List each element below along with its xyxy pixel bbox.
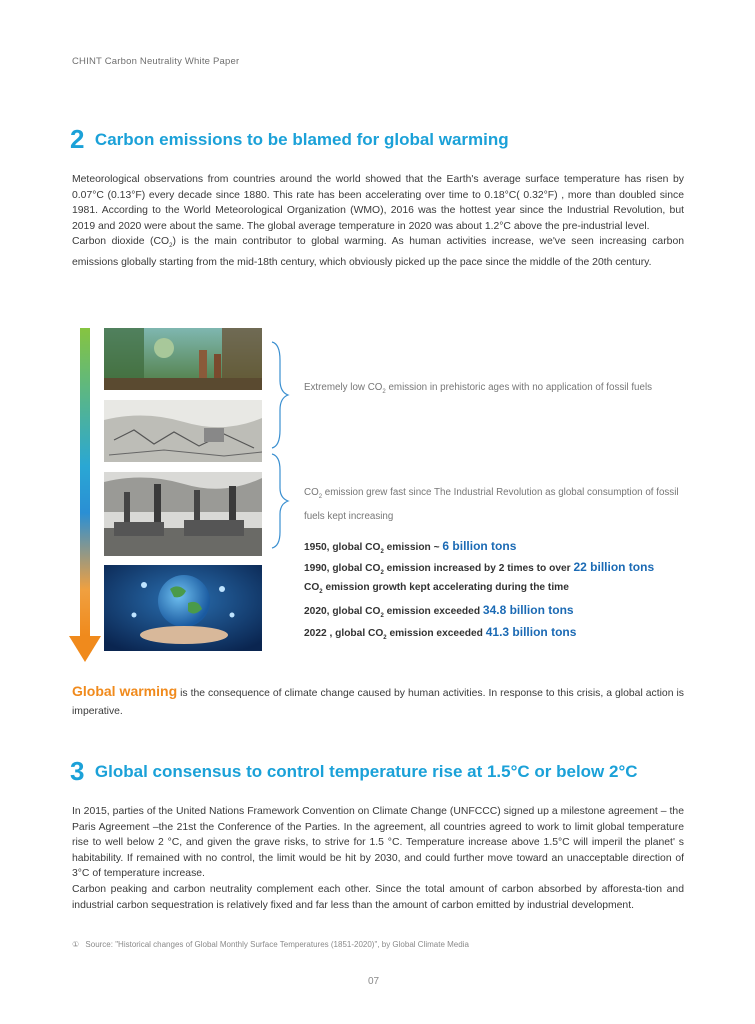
co2-subscript: 2 [169, 243, 173, 250]
stat-text-rest: emission exceeded [386, 628, 486, 639]
stat-1990 [304, 560, 654, 576]
stat-text: CO [304, 582, 320, 593]
page-number: 07 [368, 976, 380, 987]
stat-text: 1990, global CO [304, 563, 381, 574]
stat-text-rest: emission increased by 2 times to over [383, 563, 574, 574]
stat-highlight: 41.3 billion tons [485, 625, 577, 639]
prehistoric-brace-icon [270, 340, 290, 450]
global-warming-paragraph [72, 682, 684, 721]
section-3-number: 3 [70, 756, 85, 786]
stat-text: 2020, global CO [304, 606, 381, 617]
stat-text-rest: emission ~ [383, 542, 443, 553]
desc2-text: CO [304, 487, 319, 498]
stat-text: 1950, global CO [304, 542, 381, 553]
desc1-text: Extremely low CO [304, 382, 383, 393]
section-3-paragraph-2: Carbon peaking and carbon neutrality complement each other. Since the total amount of carbon absorbed by afforesta-tion and industrial carbon sequestration is relatively fixed and far less than the amount of carbon emitted by industrial development. [72, 883, 684, 911]
stat-2022 [304, 625, 576, 641]
industrial-revolution-image [104, 472, 262, 556]
stat-growth [304, 582, 569, 595]
stat-subscript: 2 [380, 549, 384, 556]
industrial-brace-icon [270, 452, 290, 550]
section-3-paragraph-1: In 2015, parties of the United Nations Framework Convention on Climate Change (UNFCCC) signed up a milestone agreement – the Paris Agreement –the 21st the Conference of the Parties. In the agreement, all countries agreed to work to limit global temperature rise to well below 2 °C, and given the grave risks, to strive for 1.5 °C. Temperature increase above 1.5°C will imperil the planet' s habitability. If remained with no control, the limit would be hit by 2030, and could further move toward an unacceptable direction of 3°C of temperature increase. [72, 806, 684, 880]
stat-2020 [304, 603, 574, 619]
stat-subscript: 2 [319, 589, 323, 596]
stat-highlight: 6 billion tons [442, 539, 517, 553]
desc1-text-rest: emission in prehistoric ages with no application of fossil fuels [385, 382, 653, 393]
industrial-description [304, 483, 684, 526]
stat-highlight: 22 billion tons [573, 560, 655, 574]
stat-subscript: 2 [383, 635, 387, 642]
stat-highlight: 34.8 billion tons [482, 603, 574, 617]
stat-text-rest: emission growth kept accelerating during the time [322, 582, 569, 593]
co2-text: Carbon dioxide (CO [72, 236, 170, 248]
desc2-subscript: 2 [318, 493, 323, 500]
co2-text-rest: ) is the main contributor to global warming. As human activities increase, we've seen increasing carbon emissions globally starting from the mid-18th century, which obviously picked up the pace since the middle of the 20th century. [72, 236, 684, 269]
footnote-marker: ① [72, 940, 80, 949]
section-3-title: Global consensus to control temperature rise at 1.5°C or below 2°C [94, 762, 638, 781]
stat-subscript: 2 [380, 613, 384, 620]
timeline-gradient-bar [80, 328, 90, 636]
desc2-text-rest: emission grew fast since The Industrial Revolution as global consumption of fossil fuels kept increasing [304, 487, 679, 522]
global-warming-rest: is the consequence of climate change caused by human activities. In response to this crisis, a global action is imperative. [72, 688, 684, 717]
running-header: CHINT Carbon Neutrality White Paper [72, 56, 240, 67]
section-2-body [72, 172, 684, 271]
timeline-arrow-icon [69, 636, 101, 662]
engraving-scene-image [104, 400, 262, 462]
stat-subscript: 2 [380, 570, 384, 577]
section-2-heading [70, 124, 509, 155]
stat-text-rest: emission exceeded [383, 606, 483, 617]
earth-in-hands-image [104, 565, 262, 651]
desc1-subscript: 2 [382, 388, 386, 395]
stat-1950 [304, 539, 516, 555]
footnote-text: Source: "Historical changes of Global Monthly Surface Temperatures (1851-2020)", by Global Climate Media [85, 940, 469, 949]
section-2-title: Carbon emissions to be blamed for global warming [94, 130, 509, 149]
global-warming-lead: Global warming [72, 683, 178, 699]
section-2-paragraph-2 [72, 234, 684, 270]
section-3-body [72, 804, 684, 913]
stat-text: 2022 , global CO [304, 628, 384, 639]
section-2-paragraph-1: Meteorological observations from countries around the world showed that the Earth's average surface temperature has risen by 0.07°C (0.13°F) every decade since 1880. This rate has been accelerating over time to 0.18°C( 0.32°F) , more than doubled since 1981. According to the World Meteorological Organization (WMO), 2016 was the hottest year since the Industrial Revolution, but 2019 and 2020 were about the same. The global average temperature in 2020 was about 1.2°C above the pre-industrial level. [72, 174, 684, 232]
footnote [72, 940, 469, 949]
section-2-number: 2 [70, 124, 85, 154]
prehistoric-description [304, 378, 684, 402]
section-3-heading [70, 756, 638, 787]
prehistoric-scene-image [104, 328, 262, 390]
